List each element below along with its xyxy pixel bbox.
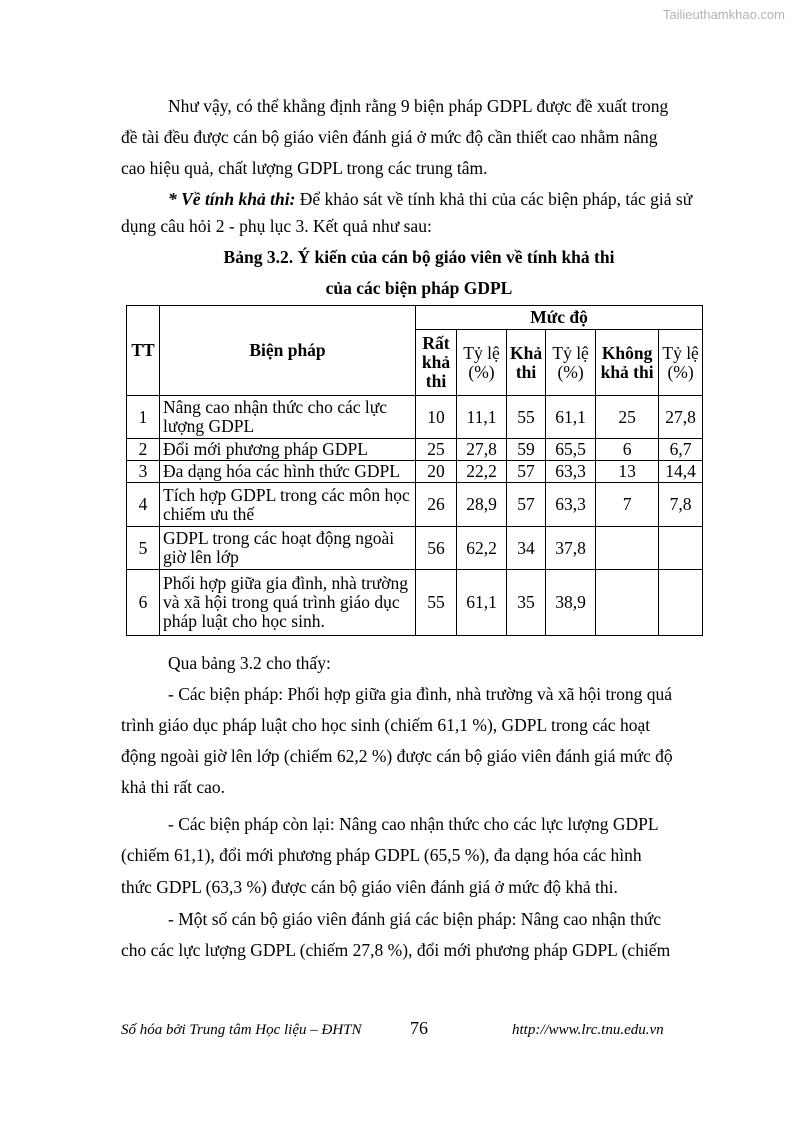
cell-value: 6,7 (659, 439, 703, 461)
table-row (127, 483, 703, 527)
header-ty-le-1: Tỷ lệ (%) (457, 330, 507, 396)
footer-url: http://www.lrc.tnu.edu.vn (512, 1022, 664, 1038)
table-row (127, 396, 703, 439)
bullet-1-line-2: trình giáo dục pháp luật cho học sinh (chiếm 61,1 %), GDPL trong các hoạt (121, 715, 651, 735)
cell-value: 10 (416, 396, 457, 439)
cell-bien-phap: Đa dạng hóa các hình thức GDPL (160, 461, 416, 483)
header-muc-do: Mức độ (416, 306, 703, 330)
cell-value: 13 (596, 461, 659, 483)
header-tt: TT (127, 306, 160, 396)
header-bien-phap: Biện pháp (160, 306, 416, 396)
cell-value: 25 (596, 396, 659, 439)
bullet-2-line-2: (chiếm 61,1), đổi mới phương pháp GDPL (65,5 %), đa dạng hóa các hình (121, 845, 642, 865)
cell-tt: 4 (127, 483, 160, 527)
bullet-1-line-4: khả thi rất cao. (121, 777, 225, 797)
cell-value: 55 (416, 570, 457, 636)
cell-value (659, 527, 703, 570)
cell-value: 6 (596, 439, 659, 461)
cell-value: 38,9 (546, 570, 596, 636)
cell-value: 63,3 (546, 483, 596, 527)
cell-value: 27,8 (457, 439, 507, 461)
cell-value: 22,2 (457, 461, 507, 483)
cell-bien-phap: GDPL trong các hoạt động ngoài giờ lên lớp (160, 527, 416, 570)
cell-bien-phap: Phối hợp giữa gia đình, nhà trường và xã hội trong quá trình giáo dục pháp luật cho học sinh. (160, 570, 416, 636)
cell-tt: 5 (127, 527, 160, 570)
table-caption-line-1: Bảng 3.2. Ý kiến của cán bộ giáo viên về tính khả thi (223, 247, 615, 267)
table-row (127, 527, 703, 570)
cell-tt: 1 (127, 396, 160, 439)
header-ty-le-3: Tỷ lệ (%) (659, 330, 703, 396)
paragraph-1-line-3: cao hiệu quả, chất lượng GDPL trong các trung tâm. (121, 158, 488, 178)
bullet-1-line-1: - Các biện pháp: Phối hợp giữa gia đình, nhà trường và xã hội trong quá (168, 684, 673, 704)
cell-value: 63,3 (546, 461, 596, 483)
header-khong-kha-thi: Không khả thi (596, 330, 659, 396)
cell-value: 59 (507, 439, 546, 461)
cell-value (596, 570, 659, 636)
cell-value: 56 (416, 527, 457, 570)
cell-bien-phap: Nâng cao nhận thức cho các lực lượng GDPL (160, 396, 416, 439)
table-row (127, 570, 703, 636)
cell-value: 57 (507, 483, 546, 527)
cell-bien-phap: Tích hợp GDPL trong các môn học chiếm ưu thế (160, 483, 416, 527)
cell-value: 35 (507, 570, 546, 636)
cell-value: 7,8 (659, 483, 703, 527)
paragraph-1-line-2: đề tài đều được cán bộ giáo viên đánh giá ở mức độ cần thiết cao nhằm nâng (121, 127, 658, 147)
footer-source: Số hóa bởi Trung tâm Học liệu – ĐHTN (121, 1022, 362, 1038)
cell-value: 7 (596, 483, 659, 527)
table-row (127, 439, 703, 461)
feasibility-table (126, 305, 703, 636)
cell-bien-phap: Đổi mới phương pháp GDPL (160, 439, 416, 461)
cell-value: 34 (507, 527, 546, 570)
cell-tt: 6 (127, 570, 160, 636)
cell-value: 65,5 (546, 439, 596, 461)
cell-value: 11,1 (457, 396, 507, 439)
table-caption-line-2: của các biện pháp GDPL (325, 278, 513, 298)
cell-value: 20 (416, 461, 457, 483)
header-rat-kha-thi: Rất khả thi (416, 330, 457, 396)
cell-value (596, 527, 659, 570)
cell-value: 14,4 (659, 461, 703, 483)
cell-value: 57 (507, 461, 546, 483)
bullet-3-line-1: - Một số cán bộ giáo viên đánh giá các biện pháp: Nâng cao nhận thức (168, 909, 662, 929)
bullet-3-line-2: cho các lực lượng GDPL (chiếm 27,8 %), đổi mới phương pháp GDPL (chiếm (121, 940, 671, 960)
cell-value: 37,8 (546, 527, 596, 570)
paragraph-2-line-2: dụng câu hỏi 2 - phụ lục 3. Kết quả như sau: (121, 216, 432, 236)
cell-value: 27,8 (659, 396, 703, 439)
cell-tt: 2 (127, 439, 160, 461)
table-row (127, 461, 703, 483)
cell-value: 28,9 (457, 483, 507, 527)
bullet-1-line-3: động ngoài giờ lên lớp (chiếm 62,2 %) được cán bộ giáo viên đánh giá mức độ (121, 746, 673, 766)
cell-value: 55 (507, 396, 546, 439)
watermark: Tailieuthamkhao.com (662, 7, 785, 22)
feasibility-lead: * Về tính khả thi: (168, 189, 296, 209)
cell-value: 61,1 (546, 396, 596, 439)
paragraph-2-line-1 (168, 188, 692, 210)
header-kha-thi: Khả thi (507, 330, 546, 396)
bullet-2-line-1: - Các biện pháp còn lại: Nâng cao nhận thức cho các lực lượng GDPL (168, 814, 659, 834)
cell-tt: 3 (127, 461, 160, 483)
cell-value: 62,2 (457, 527, 507, 570)
header-ty-le-2: Tỷ lệ (%) (546, 330, 596, 396)
cell-value: 61,1 (457, 570, 507, 636)
paragraph-2-rest: Để khảo sát về tính khả thi của các biện pháp, tác giả sử (295, 189, 693, 209)
bullet-2-line-3: thức GDPL (63,3 %) được cán bộ giáo viên đánh giá ở mức độ khả thi. (121, 877, 618, 897)
paragraph-1-line-1: Như vậy, có thể khẳng định rằng 9 biện pháp GDPL được đề xuất trong (168, 96, 669, 116)
after-table-intro: Qua bảng 3.2 cho thấy: (168, 653, 331, 673)
cell-value: 26 (416, 483, 457, 527)
page-number: 76 (410, 1018, 428, 1038)
cell-value: 25 (416, 439, 457, 461)
cell-value (659, 570, 703, 636)
